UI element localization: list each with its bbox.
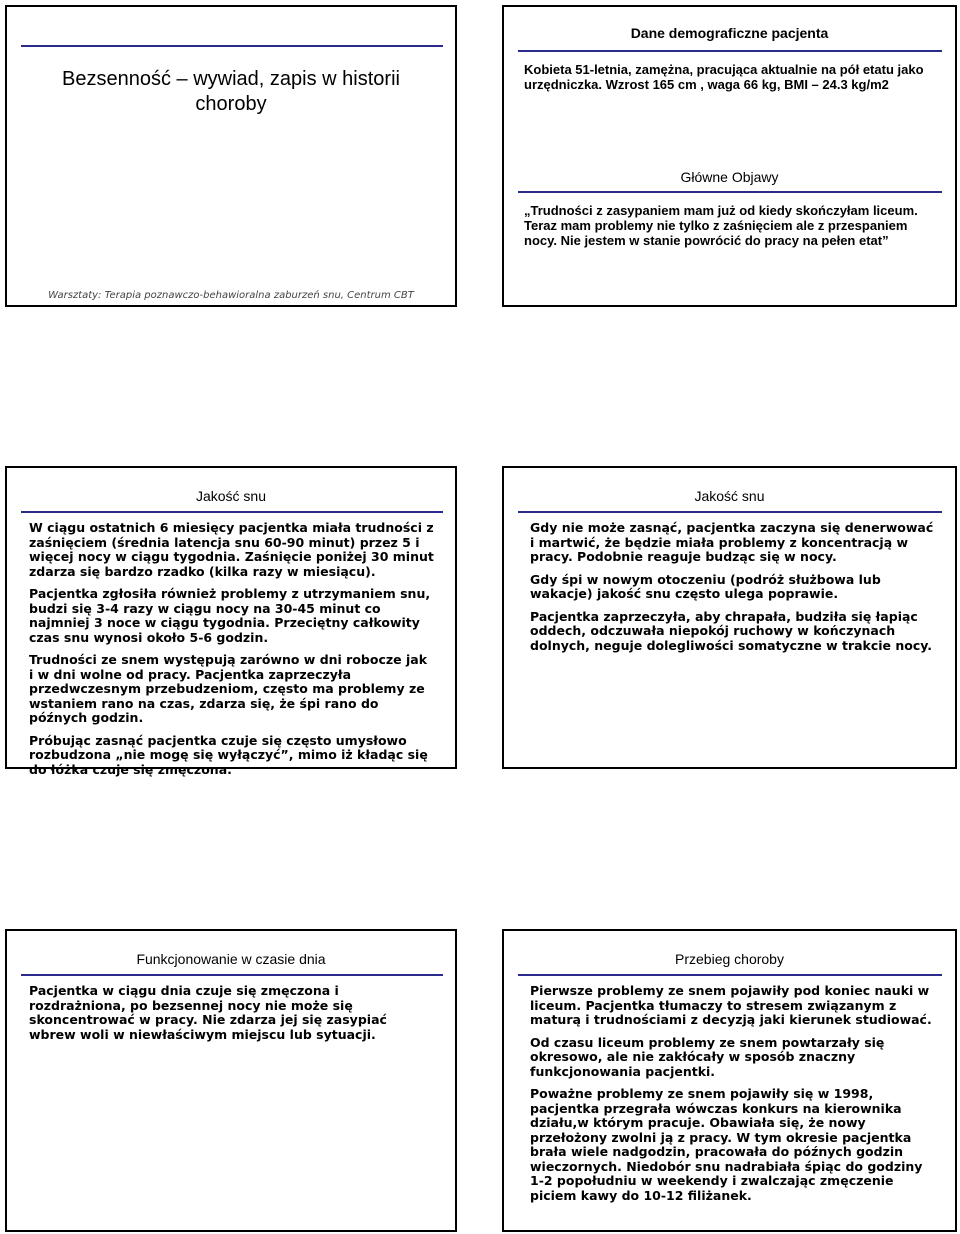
slide-demographics xyxy=(502,5,957,307)
subtitle-rule xyxy=(518,191,942,193)
slide-title: Funkcjonowanie w czasie dnia xyxy=(136,951,326,967)
paragraph: Od czasu liceum problemy ze snem powtarzały się okresowo, ale nie zakłócały w sposób znaczny funkcjonowania pacjentki. xyxy=(530,1034,885,1079)
paragraph: Gdy nie może zasnąć, pacjentka zaczyna się denerwować i martwić, że będzie miała problemy z koncentracją w pracy. Podobnie reaguje budząc się w nocy. xyxy=(530,520,934,564)
paragraph: W ciągu ostatnich 6 miesięcy pacjentka miała trudności z zaśnięciem (średnia latencja snu 60-90 minut) przez 5 i więcej nocy w ciągu tygodnia. Zaśnięcie poniżej 30 minut zdarza się bardzo rzadko (kilka razy w miesiącu). xyxy=(29,520,434,579)
slide-sleep-quality-2 xyxy=(502,466,957,769)
title-rule xyxy=(518,511,942,513)
title-rule xyxy=(21,45,443,47)
paragraph: Gdy śpi w nowym otoczeniu (podróż służbowa lub wakacje) jakość snu często ulega poprawie. xyxy=(530,571,881,601)
slide-title-card xyxy=(5,5,457,307)
paragraph: Pacjentka w ciągu dnia czuje się zmęczona i rozdrażniona, po bezsennej nocy nie może się skoncentrować w pracy. Nie zdarza jej się zasypiać wbrew woli w niewłaściwym miejscu lub sytuacji. xyxy=(29,983,387,1042)
paragraph: Próbując zasnąć pacjentka czuje się często umysłowo rozbudzona „nie mogę się wyłączyć”, mimo iż kładąc się do łóżka czuje się zmęczona. xyxy=(29,732,428,777)
title-rule xyxy=(21,511,443,513)
slide-daytime-functioning xyxy=(5,929,457,1232)
paragraph: Pacjentka zgłosiła również problemy z utrzymaniem snu, budzi się 3-4 razy w ciągu nocy na 30-45 minut co najmniej 3 noce w ciągu tygodnia. Przeciętny całkowity czas snu wynosi około 5-6 godzin. xyxy=(29,586,431,645)
slide-title: Przebieg choroby xyxy=(675,951,784,967)
slide-title: Dane demograficzne pacjenta xyxy=(630,25,829,41)
demographics-text: Kobieta 51-letnia, zamężna, pracująca aktualnie na pół etatu jako urzędniczka. Wzrost 165 cm , waga 66 kg, BMI – 24.3 kg/m2 xyxy=(524,62,924,92)
slide-title: Bezsenność – wywiad, zapis w historii choroby xyxy=(62,68,400,115)
paragraph: Poważne problemy ze snem pojawiły się w 1998, pacjentka przegrała wówczas konkurs na kierownika działu,w którym pracuje. Obawiała się, że nowy przełożony zwolni ją z pracy. W tym okresie pacjentka brała wiele nadgodzin, pracowała do późnych godzin wieczornych. Niedobór snu nadrabiała śpiąc do godziny 1-2 popołudniu w weekendy i zwalczając zmęczenie piciem kawy do 10-12 filiżanek. xyxy=(530,1086,923,1203)
paragraph: Trudności ze snem występują zarówno w dni robocze jak i w dni wolne od pracy. Pacjentka zaprzeczyła przedwczesnym przebudzeniom, często ma problemy ze wstaniem rano na czas, zdarza się, że śpi rano do późnych godzin. xyxy=(29,652,428,725)
title-rule xyxy=(21,974,443,976)
slide-illness-course xyxy=(502,929,957,1232)
paragraph: Pierwsze problemy ze snem pojawiły pod koniec nauki w liceum. Pacjentka tłumaczy to stresem związanym z maturą i trudnościami z decyzją jaki kierunek studiować. xyxy=(530,983,932,1027)
main-symptoms-quote: „Trudności z zasypaniem mam już od kiedy skończyłam liceum. Teraz mam problemy nie tylko z zaśnięciem ale z przespaniem nocy. Nie jestem w stanie powrócić do pracy na pełen etat” xyxy=(524,203,918,248)
slide-sleep-quality-1 xyxy=(5,466,457,777)
daytime-functioning-text xyxy=(29,984,435,1050)
sleep-quality-text xyxy=(530,521,935,661)
title-rule xyxy=(518,974,942,976)
title-rule xyxy=(518,50,942,52)
slide-footer: Warsztaty: Terapia poznawczo-behawioralna zaburzeń snu, Centrum CBT xyxy=(48,290,414,301)
illness-course-text xyxy=(530,984,935,1211)
paragraph: Pacjentka zaprzeczyła, aby chrapała, budziła się łapiąc oddech, odczuwała niepokój ruchowy w kończynach dolnych, neguje dolegliwości somatyczne w trakcie nocy. xyxy=(530,608,933,653)
slide-title: Jakość snu xyxy=(195,488,267,504)
slide-subtitle: Główne Objawy xyxy=(680,169,779,185)
slide-title: Jakość snu xyxy=(694,488,765,504)
sleep-quality-text xyxy=(29,521,435,785)
